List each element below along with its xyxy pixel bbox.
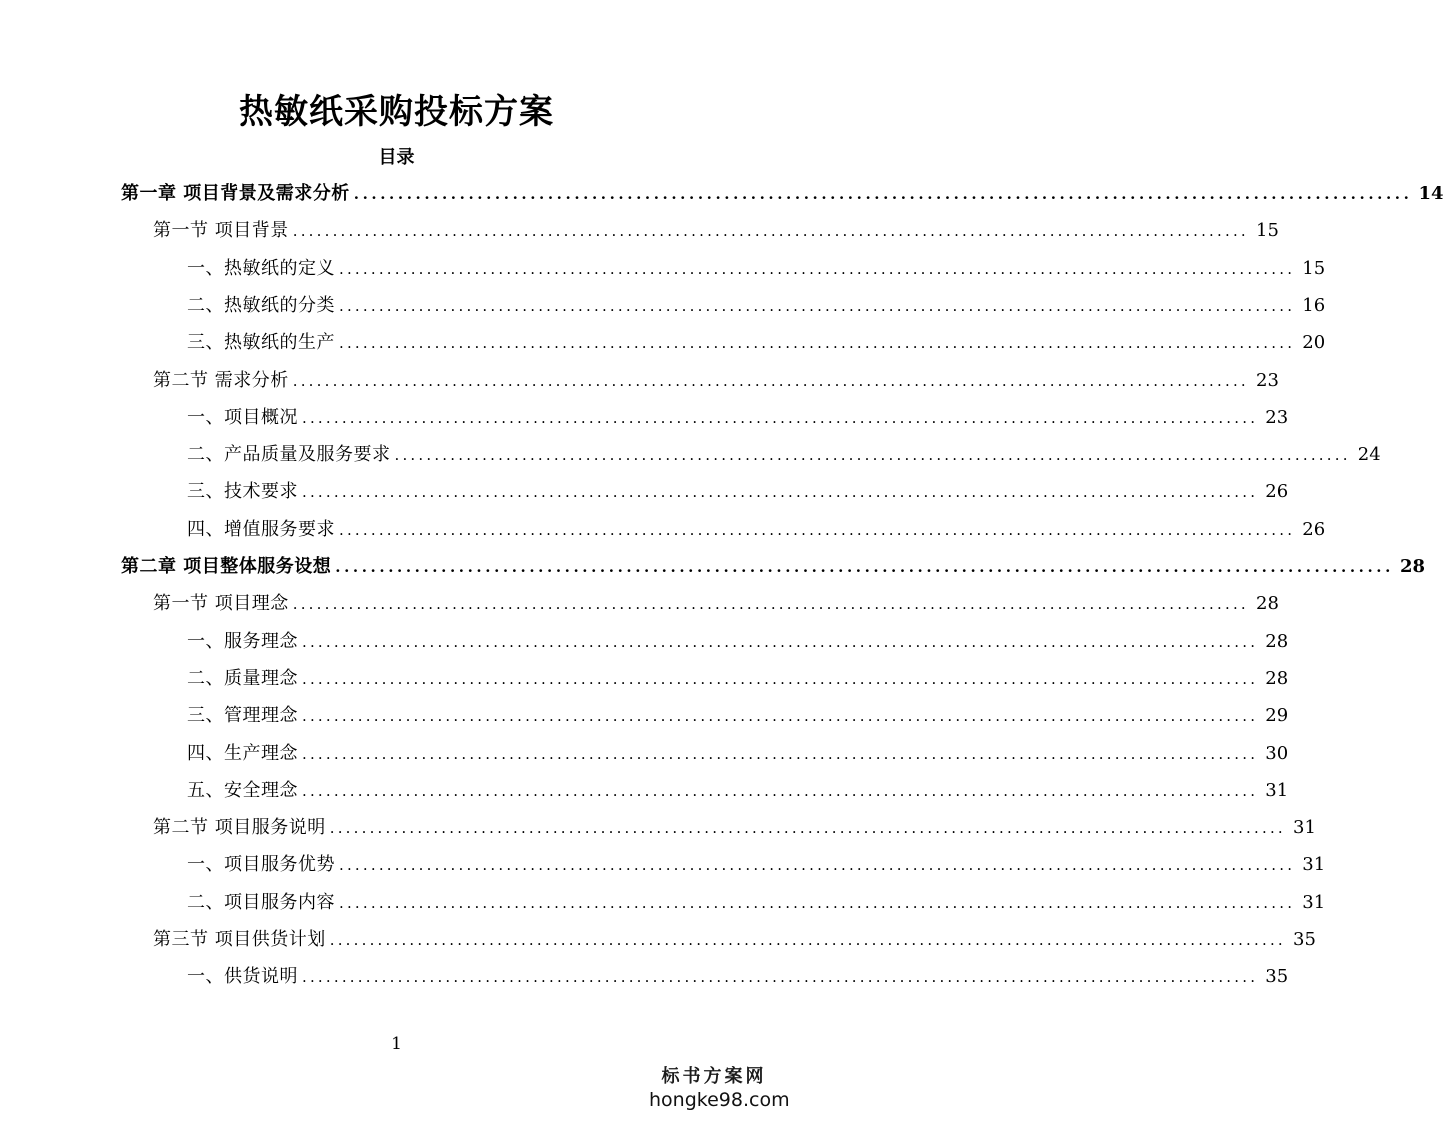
toc-entry-page: 23 bbox=[1256, 369, 1279, 391]
toc-entry-page: 23 bbox=[1265, 406, 1289, 428]
toc-item-entry[interactable] bbox=[187, 958, 1289, 995]
toc-entry-page: 28 bbox=[1256, 593, 1279, 615]
toc-entry-label: 二、产品质量及服务要求 bbox=[187, 444, 391, 466]
toc-entry-page: 16 bbox=[1302, 294, 1326, 316]
toc-entry-label: 第一章 项目背景及需求分析 bbox=[121, 183, 350, 204]
toc-item-entry[interactable] bbox=[187, 697, 1289, 734]
toc-dot-leader: ........................................................................................................................ bbox=[339, 893, 1296, 912]
toc-item-entry[interactable] bbox=[187, 250, 1326, 287]
toc-entry-label: 第三节 项目供货计划 bbox=[153, 929, 326, 950]
toc-entry-label: 第一节 项目背景 bbox=[153, 220, 289, 242]
toc-entry-label: 四、增值服务要求 bbox=[187, 518, 335, 540]
toc-section-entry[interactable] bbox=[153, 212, 1279, 249]
toc-dot-leader: ........................................................................................................................ bbox=[302, 781, 1259, 800]
toc-entry-page: 31 bbox=[1265, 779, 1289, 801]
toc-item-entry[interactable] bbox=[187, 324, 1326, 361]
toc-entry-page: 35 bbox=[1265, 966, 1289, 988]
toc-dot-leader: ........................................................................................................................ bbox=[339, 296, 1296, 315]
toc-entry-label: 一、项目概况 bbox=[187, 406, 298, 428]
toc-dot-leader: ........................................................................................................................ bbox=[329, 819, 1286, 838]
toc-entry-page: 26 bbox=[1265, 481, 1289, 503]
toc-dot-leader: ........................................................................................................................ bbox=[302, 707, 1259, 726]
toc-entry-label: 一、供货说明 bbox=[187, 966, 298, 988]
toc-entry-label: 三、热敏纸的生产 bbox=[187, 332, 335, 354]
toc-chapter-entry[interactable] bbox=[121, 548, 1425, 585]
toc-entry-label: 一、项目服务优势 bbox=[187, 854, 335, 876]
toc-entry-page: 31 bbox=[1302, 891, 1326, 913]
toc-item-entry[interactable] bbox=[187, 287, 1326, 324]
toc-dot-leader: ........................................................................................................................ bbox=[339, 334, 1296, 353]
toc-entry-label: 五、安全理念 bbox=[187, 779, 298, 801]
toc-entry-page: 28 bbox=[1265, 667, 1289, 689]
toc-entry-page: 14 bbox=[1418, 183, 1444, 204]
toc-dot-leader: ........................................................................................................................ bbox=[292, 371, 1249, 390]
toc-section-entry[interactable] bbox=[153, 921, 1316, 958]
toc-entry-page: 31 bbox=[1293, 817, 1316, 839]
toc-item-entry[interactable] bbox=[187, 735, 1289, 772]
toc-entry-page: 31 bbox=[1302, 854, 1326, 876]
page-number: 1 bbox=[391, 1034, 402, 1054]
toc-item-entry[interactable] bbox=[187, 511, 1326, 548]
toc-item-entry[interactable] bbox=[187, 884, 1326, 921]
toc-section-entry[interactable] bbox=[153, 809, 1316, 846]
toc-entry-label: 二、项目服务内容 bbox=[187, 891, 335, 913]
toc-dot-leader: ........................................................................................................................ bbox=[302, 744, 1259, 763]
toc-dot-leader: ........................................................................................................................ bbox=[292, 595, 1249, 614]
toc-chapter-entry[interactable] bbox=[121, 175, 1444, 212]
toc-dot-leader: ........................................................................................................................ bbox=[302, 408, 1259, 427]
toc-heading: 目录 bbox=[378, 147, 415, 168]
toc-item-entry[interactable] bbox=[187, 660, 1289, 697]
toc-entry-page: 29 bbox=[1265, 705, 1289, 727]
toc-section-entry[interactable] bbox=[153, 585, 1279, 622]
toc-dot-leader: ........................................................................................................................ bbox=[339, 520, 1296, 539]
toc-entry-label: 四、生产理念 bbox=[187, 742, 298, 764]
toc-dot-leader: ........................................................................................................................ bbox=[339, 856, 1296, 875]
toc-dot-leader: ........................................................................................................................ bbox=[292, 222, 1249, 241]
toc-dot-leader: ........................................................................................................................ bbox=[353, 185, 1413, 203]
toc-entry-page: 28 bbox=[1265, 630, 1289, 652]
toc-entry-label: 三、管理理念 bbox=[187, 705, 298, 727]
toc-entry-label: 三、技术要求 bbox=[187, 481, 298, 503]
toc-entry-page: 30 bbox=[1265, 742, 1289, 764]
toc-entry-page: 24 bbox=[1357, 444, 1381, 466]
toc-dot-leader: ........................................................................................................................ bbox=[335, 558, 1394, 576]
toc-entry-label: 一、服务理念 bbox=[187, 630, 298, 652]
toc-dot-leader: ........................................................................................................................ bbox=[302, 632, 1259, 651]
toc-dot-leader: ........................................................................................................................ bbox=[339, 259, 1296, 278]
toc-item-entry[interactable] bbox=[187, 623, 1289, 660]
toc-dot-leader: ........................................................................................................................ bbox=[302, 669, 1259, 688]
toc-entry-page: 20 bbox=[1302, 332, 1326, 354]
toc-entry-label: 二、热敏纸的分类 bbox=[187, 294, 335, 316]
toc-entry-label: 第二节 项目服务说明 bbox=[153, 817, 326, 839]
toc-entry-label: 第一节 项目理念 bbox=[153, 593, 289, 615]
toc-item-entry[interactable] bbox=[187, 399, 1289, 436]
toc-dot-leader: ........................................................................................................................ bbox=[302, 483, 1259, 502]
toc-entry-page: 15 bbox=[1302, 257, 1326, 279]
toc-dot-leader: ........................................................................................................................ bbox=[302, 968, 1259, 987]
toc-dot-leader: ........................................................................................................................ bbox=[394, 446, 1351, 465]
toc-entry-page: 15 bbox=[1256, 220, 1279, 242]
toc-entry-page: 26 bbox=[1302, 518, 1326, 540]
toc-item-entry[interactable] bbox=[187, 772, 1289, 809]
toc-item-entry[interactable] bbox=[187, 436, 1381, 473]
toc-entry-label: 第二节 需求分析 bbox=[153, 369, 289, 391]
toc-section-entry[interactable] bbox=[153, 362, 1279, 399]
document-title: 热敏纸采购投标方案 bbox=[239, 92, 554, 132]
toc-entry-label: 第二章 项目整体服务设想 bbox=[121, 556, 332, 577]
watermark-brand: 标书方案网 bbox=[661, 1066, 767, 1087]
toc-entry-label: 一、热敏纸的定义 bbox=[187, 257, 335, 279]
toc-item-entry[interactable] bbox=[187, 846, 1326, 883]
toc-entry-page: 28 bbox=[1399, 556, 1425, 577]
toc-dot-leader: ........................................................................................................................ bbox=[329, 931, 1286, 949]
watermark bbox=[649, 1066, 790, 1112]
toc-entry-page: 35 bbox=[1293, 929, 1316, 950]
toc-entry-label: 二、质量理念 bbox=[187, 667, 298, 689]
watermark-url: hongke98.com bbox=[649, 1089, 790, 1111]
toc-item-entry[interactable] bbox=[187, 473, 1289, 510]
